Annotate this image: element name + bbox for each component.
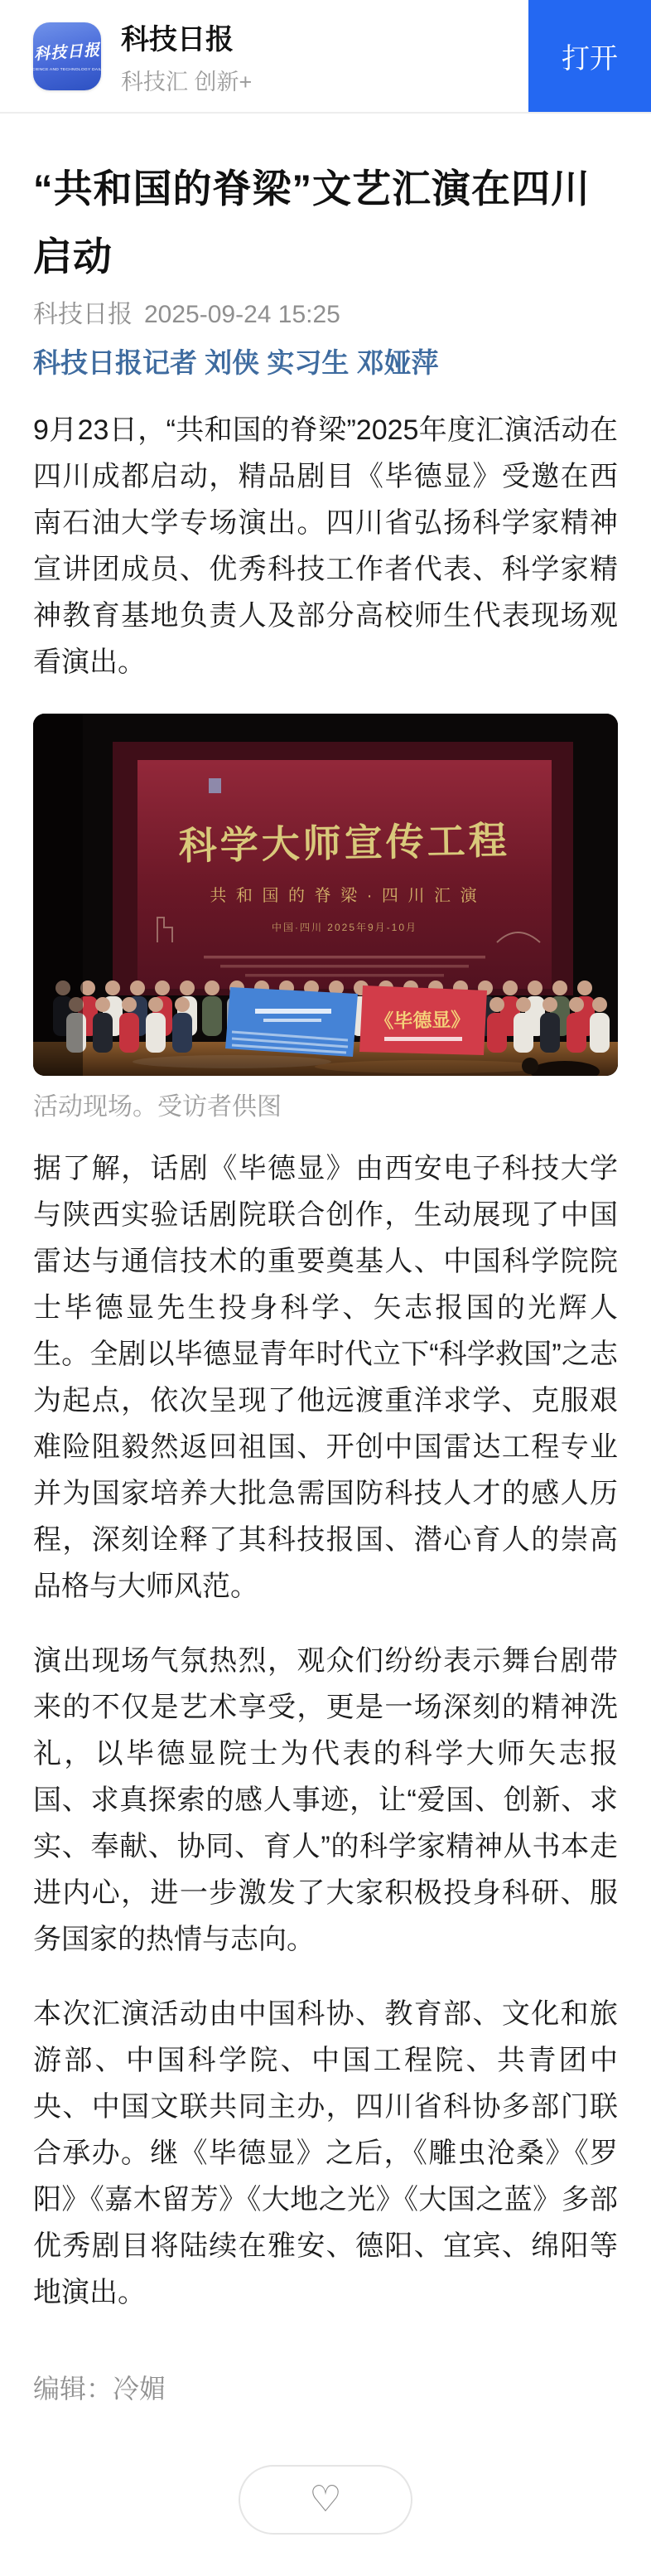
article-figure (33, 714, 618, 1124)
app-logo-caption: SCIENCE AND TECHNOLOGY DAILY (29, 67, 105, 72)
spacer (0, 2407, 651, 2465)
flag-title-text: 《毕德显》 (374, 1008, 470, 1034)
heart-icon: ♡ (309, 2478, 342, 2520)
article-body (0, 114, 651, 2407)
like-button[interactable] (239, 2465, 412, 2535)
article-datetime: 2025-09-24 15:25 (144, 301, 340, 328)
app-name: 科技日报 (121, 23, 234, 56)
article-reporters: 科技日报记者 刘侠 实习生 邓娅萍 (33, 347, 439, 378)
backdrop-subtitle-text: 共 和 国 的 脊 梁 · 四 川 汇 演 (210, 887, 480, 905)
paragraph-1: 9月23日，“共和国的脊梁”2025年度汇演活动在四川成都启动，精品剧目《毕德显》受邀在西南石油大学专场演出。四川省弘扬科学家精神宣讲团成员、优秀科技工作者代表、科学家精神教育基地负责人及部分高校师生代表现场观看演出。 (33, 414, 618, 678)
event-photo-illustration (33, 714, 618, 1076)
article-title: “共和国的脊梁”文艺汇演在四川启动 (33, 167, 591, 278)
app-logo-icon[interactable] (29, 22, 105, 90)
article-photo[interactable] (33, 714, 618, 1076)
paragraph-3: 演出现场气氛热烈，观众们纷纷表示舞台剧带来的不仅是艺术享受，更是一场深刻的精神洗礼，以毕德显院士为代表的科学大师矢志报国、求真探索的感人事迹，让“爱国、创新、求实、奉献、协同、育人”的科学家精神从书本走进内心，进一步激发了大家积极投身科研、服务国家的热情与志向。 (33, 1645, 618, 1955)
paragraph-2: 据了解，话剧《毕德显》由西安电子科技大学与陕西实验话剧院联合创作，生动展现了中国雷达与通信技术的重要奠基人、中国科学院院士毕德显先生投身科学、矢志报国的光辉人生。全剧以毕德显青年时代立下“科学救国”之志为起点，依次呈现了他远渡重洋求学、克服艰难险阻毅然返回祖国、开创中国雷达工程专业并为国家培养大批急需国防科技人才的感人历程，深刻诠释了其科技报国、潜心育人的崇高品格与大师风范。 (33, 1153, 618, 1602)
backdrop-info-text: 中国·四川 2025年9月-10月 (271, 922, 418, 933)
open-app-button[interactable]: 打开 (528, 0, 651, 112)
paragraph-4: 本次汇演活动由中国科协、教育部、文化和旅游部、中国科学院、中国工程院、共青团中央、中国文联共同主办，四川省科协多部门联合承办。继《毕德显》之后，《雕虫沧桑》《罗阳》《嘉木留芳》《大地之光》《大国之蓝》多部优秀剧目将陆续在雅安、德阳、宜宾、绵阳等地演出。 (33, 1998, 618, 2308)
editor-credit: 编辑：冷媚 (33, 2374, 166, 2404)
app-banner-text (121, 17, 252, 96)
photo-caption: 活动现场。受访者供图 (33, 1093, 282, 1121)
article-source: 科技日报 (33, 301, 133, 328)
article-meta (33, 298, 618, 332)
like-row (0, 2465, 651, 2535)
app-tagline: 科技汇 创新+ (121, 69, 253, 94)
app-logo-calligraphy: 科技日报 (33, 41, 101, 64)
backdrop-title-text: 科学大师宣传工程 (178, 817, 511, 869)
app-banner (0, 0, 651, 114)
